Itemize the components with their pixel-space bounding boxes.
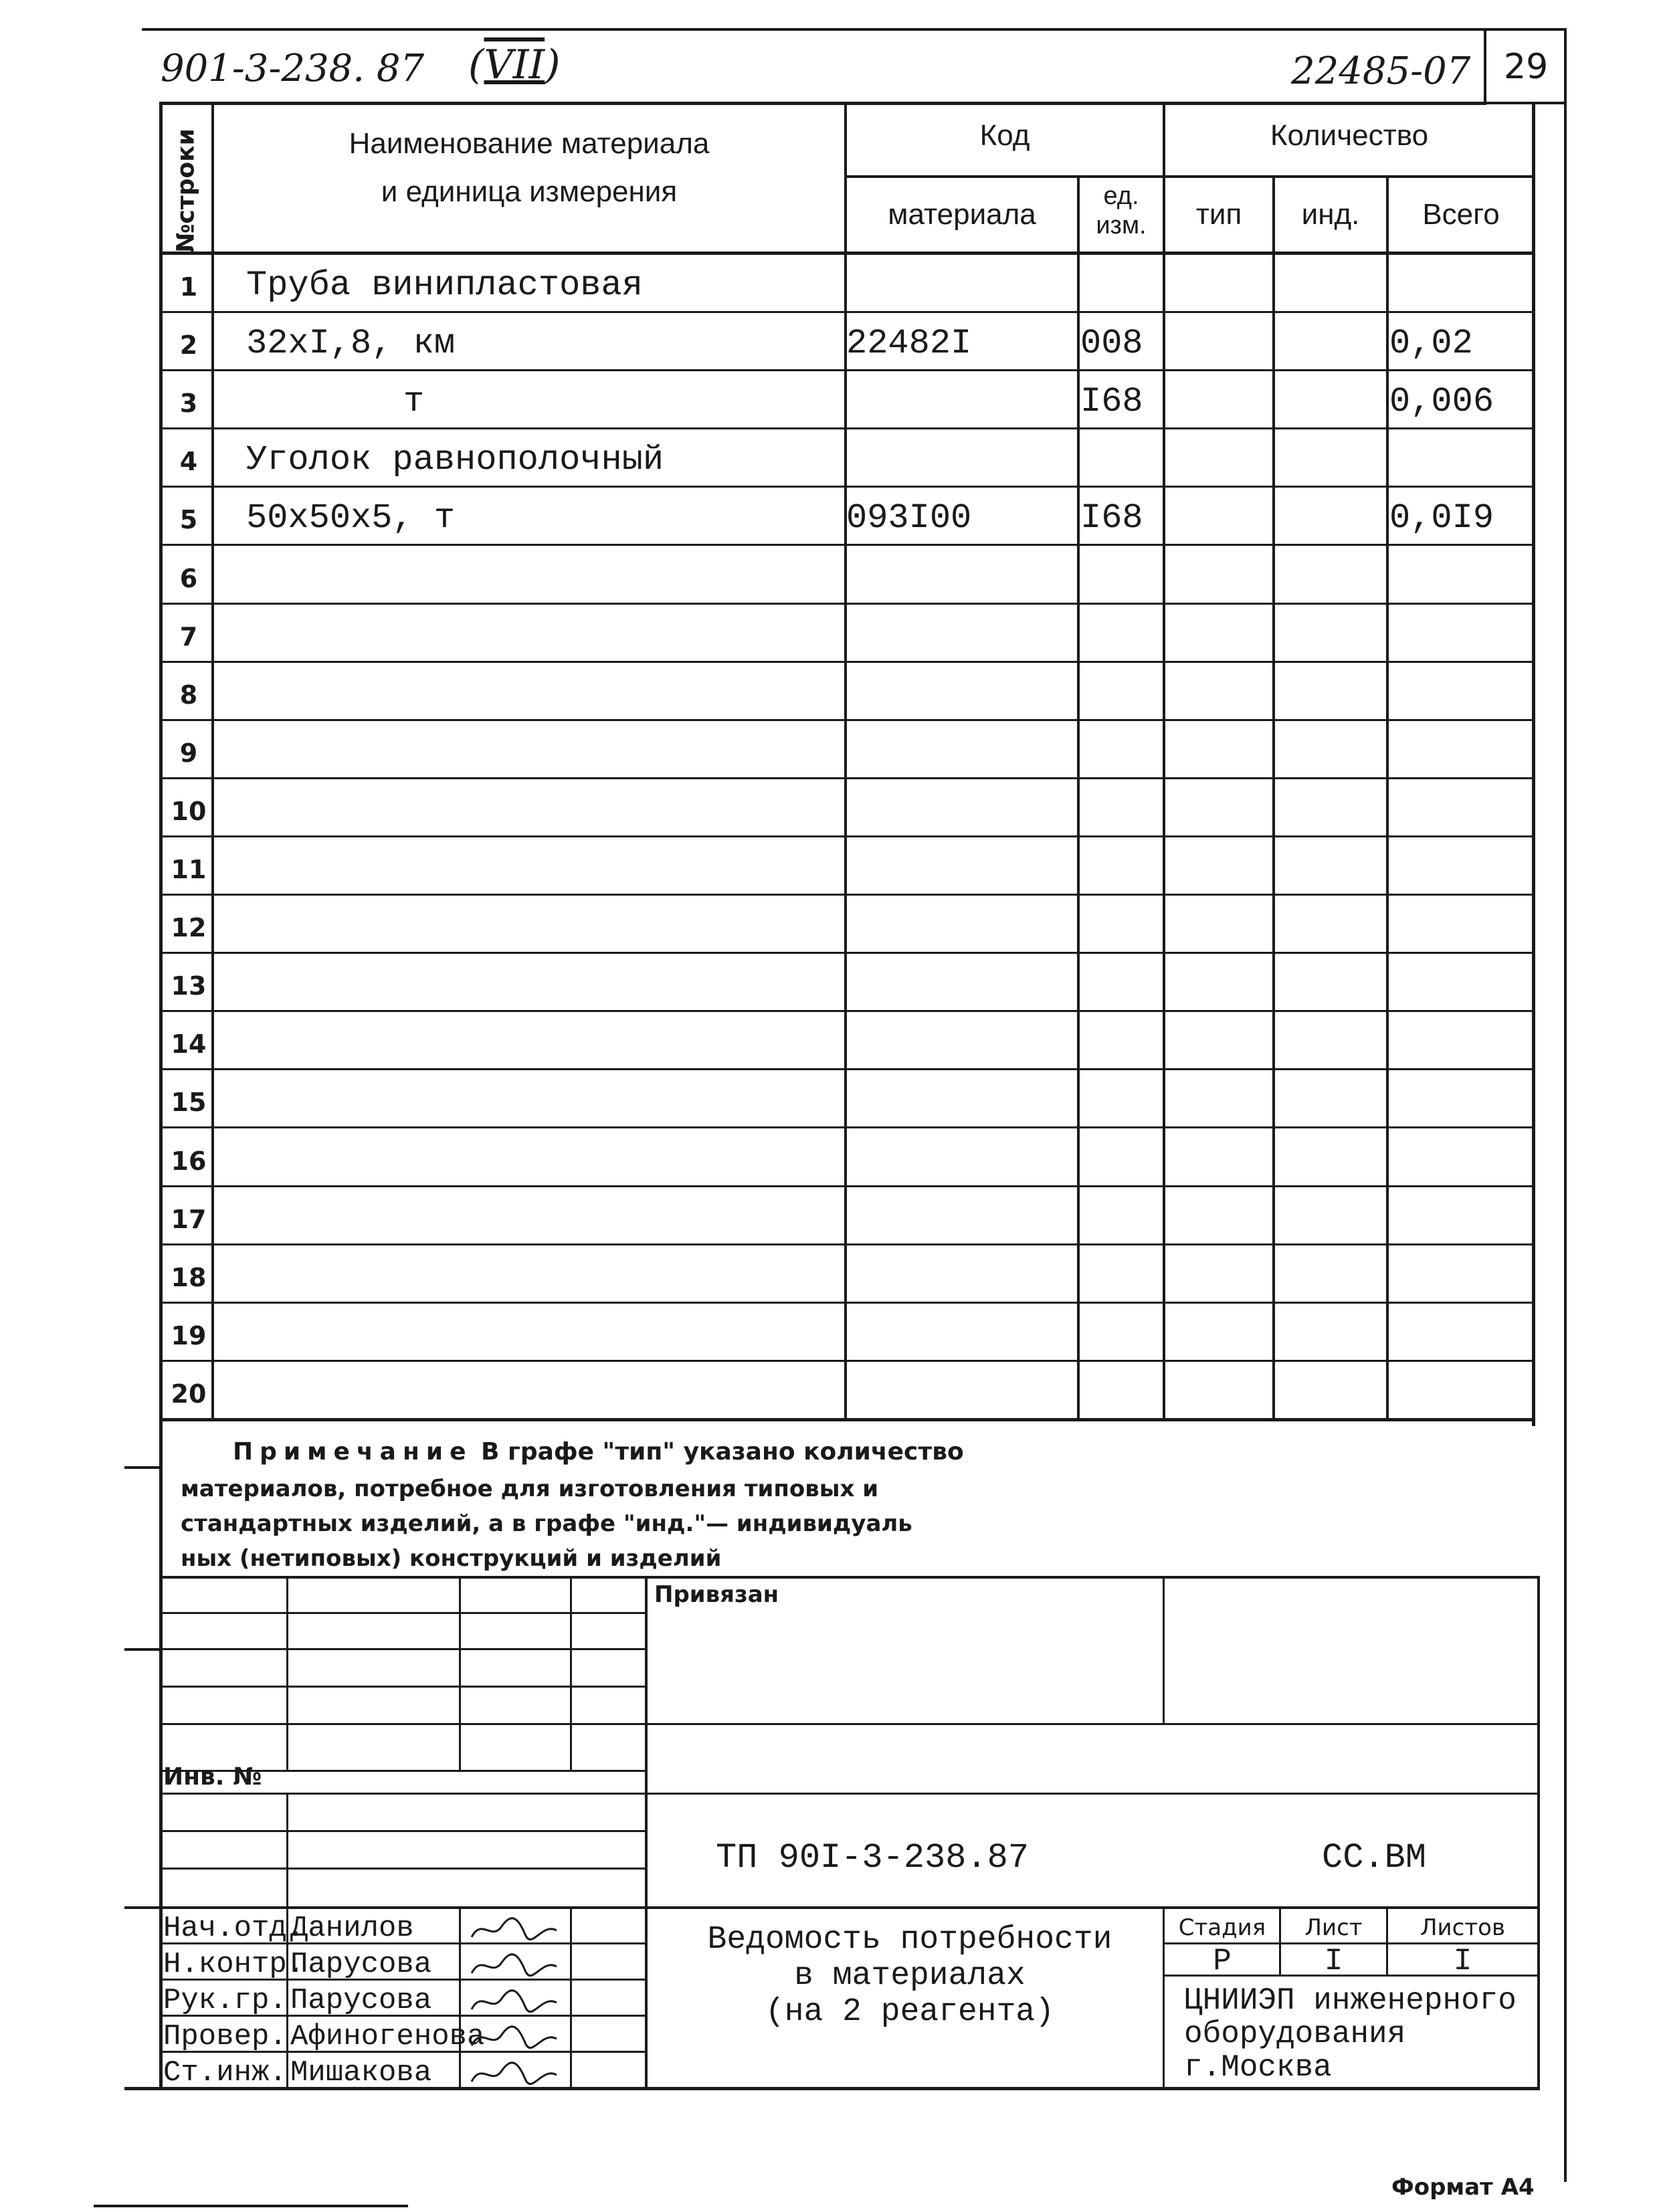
table-row <box>163 313 1533 371</box>
signature-role: Нач.отд. <box>163 1912 305 1945</box>
row-number: 8 <box>179 680 198 710</box>
signature-scribble-icon <box>468 1914 562 1945</box>
page-number: 29 <box>1504 47 1549 87</box>
stamp-grid-v2 <box>459 1576 461 1770</box>
table-row <box>163 605 1533 663</box>
stamp-grid-h4 <box>159 1723 1537 1725</box>
signature-role: Провер. <box>163 2020 287 2053</box>
table-row <box>163 954 1533 1012</box>
stamp-grid-h8 <box>159 1868 645 1870</box>
frame-right-line <box>1564 28 1567 2182</box>
header-code-material: материала <box>888 198 1036 231</box>
table-row <box>163 255 1533 313</box>
stamp-grid-v1 <box>286 1576 288 1770</box>
cell-code: 093I00 <box>846 498 972 538</box>
table-row <box>163 779 1533 837</box>
signature-role: Н.контр. <box>163 1948 305 1981</box>
header-code-unit-line1: ед. <box>1103 182 1139 210</box>
row-number: 6 <box>179 564 198 593</box>
stage-label: Стадия <box>1178 1914 1266 1941</box>
row-number: 14 <box>171 1029 207 1059</box>
doc-mark: СС.ВМ <box>1322 1838 1427 1878</box>
table-row <box>163 1012 1533 1070</box>
format-label: Формат А4 <box>1391 2174 1535 2201</box>
table-row <box>163 663 1533 721</box>
row-number: 2 <box>179 330 198 360</box>
title-line2: в материалах <box>794 1958 1026 1994</box>
stamp-grid-v3 <box>570 1576 572 1770</box>
cell-total: 0,0I9 <box>1389 498 1494 538</box>
cell-unit: 008 <box>1080 324 1143 363</box>
table-row <box>163 488 1533 546</box>
signature-role: Рук.гр. <box>163 1984 287 2017</box>
page-number-box-left <box>1484 28 1486 103</box>
cell-name: т <box>403 382 425 421</box>
designation: ТП 90I-3-238.87 <box>716 1838 1030 1878</box>
row-number: 10 <box>171 797 207 826</box>
row-separator <box>163 1126 1533 1128</box>
margin-tick-3 <box>124 1906 161 1909</box>
row-number: 4 <box>179 447 198 476</box>
inventory-handwritten: 22485-07 <box>1291 49 1471 93</box>
cell-name: Труба винипластовая <box>246 266 643 305</box>
note-line2: материалов, потребное для изготовления типовых и <box>181 1476 879 1502</box>
cell-name: 50x50x5, т <box>246 498 456 538</box>
stamp-grid-h6 <box>159 1793 1537 1795</box>
stamp-right-border <box>1537 1576 1540 2090</box>
table-row <box>163 896 1533 954</box>
row-number: 7 <box>179 622 198 651</box>
table-row <box>163 1187 1533 1245</box>
sheet-label: Лист <box>1304 1914 1363 1941</box>
note-line4: ных (нетиповых) конструкций и изделий <box>181 1545 722 1572</box>
page-number-box-bottom <box>1484 102 1567 104</box>
signature-name: Парусова <box>290 1984 432 2017</box>
stamp-grid-h9 <box>159 1906 1537 1909</box>
row-number: 3 <box>179 389 198 418</box>
margin-tick-2 <box>124 1648 161 1651</box>
table-top-border <box>159 102 1486 105</box>
note-line1: В графе "тип" указано количество <box>481 1438 964 1466</box>
stamp-main-divider <box>645 1576 648 2090</box>
privyazan-divider <box>1163 1576 1165 1723</box>
row-number: 15 <box>171 1088 207 1117</box>
stage-value: Р <box>1213 1944 1232 1979</box>
header-name-line1: Наименование материала <box>349 127 710 160</box>
stamp-grid-h1 <box>159 1612 645 1614</box>
cell-unit: I68 <box>1080 498 1143 538</box>
table-row <box>163 1304 1533 1362</box>
table-row <box>163 1245 1533 1304</box>
note-line3: стандартных изделий, а в графе "инд."— индивидуаль <box>181 1510 912 1537</box>
doc-code-handwritten: 901-3-238. 87 <box>161 47 425 90</box>
header-quantity: Количество <box>1270 119 1429 152</box>
stage-block-left <box>1163 1906 1165 2087</box>
cell-total: 0,02 <box>1389 324 1473 363</box>
table-row <box>163 546 1533 605</box>
table-row <box>163 837 1533 896</box>
frame-top-line <box>142 28 1567 31</box>
stamp-grid-h7 <box>159 1830 645 1832</box>
table-row <box>163 1129 1533 1187</box>
stamp-grid-h3 <box>159 1686 645 1688</box>
sheets-value: I <box>1453 1944 1472 1979</box>
signature-name: Парусова <box>290 1948 432 1981</box>
signature-name: Мишакова <box>290 2056 432 2090</box>
row-number: 11 <box>171 855 207 884</box>
header-rownum: №строки <box>172 128 200 253</box>
note-label: Примечание <box>233 1438 473 1466</box>
table-row <box>163 371 1533 429</box>
privyazan-label: Привязан <box>654 1581 779 1608</box>
row-number: 17 <box>171 1205 207 1234</box>
cell-total: 0,006 <box>1389 382 1494 421</box>
signature-scribble-icon <box>468 1950 562 1981</box>
org-line2: оборудования <box>1184 2017 1406 2051</box>
signature-name: Данилов <box>290 1912 414 1945</box>
sheets-label: Листов <box>1420 1914 1505 1941</box>
signature-role: Ст.инж. <box>163 2056 287 2090</box>
row-number: 16 <box>171 1146 207 1176</box>
header-qty-ind: инд. <box>1301 198 1360 231</box>
row-number: 9 <box>179 738 198 768</box>
org-line3: г.Москва <box>1184 2050 1332 2085</box>
table-row <box>163 429 1533 488</box>
header-qty-total: Всего <box>1422 198 1500 231</box>
header-code-unit-line2: изм. <box>1096 211 1147 239</box>
signature-scribble-icon <box>468 2059 562 2090</box>
header-code: Код <box>979 119 1030 152</box>
row-number: 18 <box>171 1263 207 1292</box>
cell-code: 22482I <box>846 324 972 363</box>
volume-mark: (VII) <box>468 41 561 88</box>
org-line1: ЦНИИЭП инженерного <box>1184 1983 1517 2018</box>
row-number: 20 <box>171 1379 207 1409</box>
footer-line <box>94 2205 408 2207</box>
volume-number: VII <box>484 41 545 88</box>
table-row <box>163 1070 1533 1128</box>
signature-name: Афиногенова <box>290 2020 485 2053</box>
cell-unit: I68 <box>1080 382 1143 421</box>
inv-no-label: Инв. № <box>163 1763 262 1791</box>
title-line1: Ведомость потребности <box>707 1922 1112 1958</box>
signature-scribble-icon <box>468 1987 562 2017</box>
title-line3: (на 2 реагента) <box>765 1994 1055 2030</box>
header-qty-type: тип <box>1195 198 1242 231</box>
stamp-top-border <box>159 1576 1537 1579</box>
table-row <box>163 721 1533 779</box>
table-row <box>163 1362 1533 1420</box>
row-number: 19 <box>171 1321 207 1350</box>
header-name-line2: и единица измерения <box>381 175 678 208</box>
row-number: 13 <box>171 971 207 1001</box>
stamp-grid-h2 <box>159 1648 645 1650</box>
sheet-value: I <box>1324 1944 1343 1979</box>
header-subdivider <box>844 175 1533 178</box>
stamp-grid-v3b <box>570 1906 572 2087</box>
signature-scribble-icon <box>468 2023 562 2053</box>
row-separator <box>163 544 1533 546</box>
row-number: 12 <box>171 913 207 942</box>
stamp-grid-v2b <box>459 1906 461 2087</box>
margin-tick-1 <box>124 1466 161 1469</box>
table-bottom-border <box>159 1418 1535 1421</box>
cell-name: 32xI,8, км <box>246 324 456 363</box>
row-number: 5 <box>179 505 198 534</box>
cell-name: Уголок равнополочный <box>246 440 664 480</box>
row-number: 1 <box>179 272 198 302</box>
